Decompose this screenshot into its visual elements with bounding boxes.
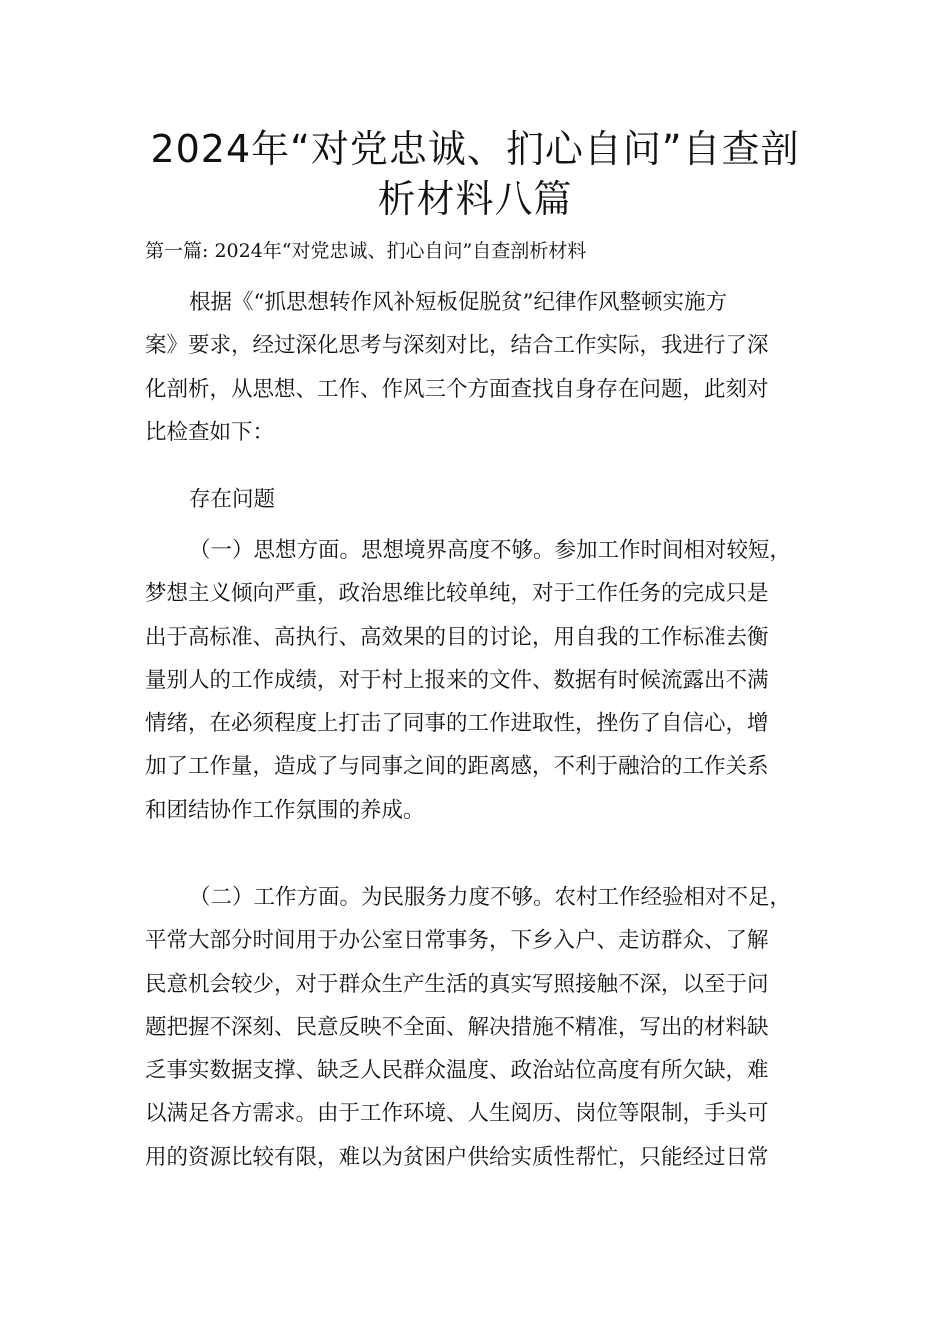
paragraph-line: （一）思想方面。思想境界高度不够。参加工作时间相对较短， — [189, 538, 792, 563]
paragraph-line: 梦想主义倾向严重，政治思维比较单纯，对于工作任务的完成只是 — [145, 581, 769, 607]
title-line: 2024年“对党忠诚、扪心自问”自查剖 — [150, 127, 800, 171]
paragraph-line: 案》要求，经过深化思考与深刻对比，结合工作实际，我进行了深 — [145, 333, 769, 359]
paragraph-line: 用的资源比较有限，难以为贫困户供给实质性帮忙，只能经过日常 — [145, 1144, 769, 1170]
paragraph-line: 平常大部分时间用于办公室日常事务，下乡入户、走访群众、了解 — [145, 928, 769, 954]
section-heading: 存在问题 — [189, 487, 276, 512]
paragraph-line: 以满足各方需求。由于工作环境、人生阅历、岗位等限制，手头可 — [145, 1101, 769, 1127]
paragraph-line: 根据《“抓思想转作风补短板促脱贫”纪律作风整顿实施方 — [189, 290, 727, 315]
chapter-heading: 第一篇: 2024年“对党忠诚、扪心自问”自查剖析材料 — [145, 240, 587, 262]
paragraph-line: 比检查如下： — [145, 419, 275, 445]
paragraph-line: 加了工作量，造成了与同事之间的距离感，不利于融洽的工作关系 — [145, 754, 769, 780]
paragraph-line: 出于高标准、高执行、高效果的目的讨论，用自我的工作标准去衡 — [145, 624, 769, 650]
title-line: 析材料八篇 — [377, 177, 573, 221]
paragraph-line: 和团结协作工作氛围的养成。 — [145, 797, 425, 823]
paragraph-line: （二）工作方面。为民服务力度不够。农村工作经验相对不足， — [189, 885, 792, 910]
work-paragraph — [145, 876, 835, 1179]
document-title — [120, 124, 830, 224]
paragraph-line: 量别人的工作成绩，对于村上报来的文件、数据有时候流露出不满 — [145, 667, 769, 693]
thought-paragraph — [145, 529, 835, 832]
intro-paragraph — [145, 281, 835, 454]
paragraph-line: 题把握不深刻、民意反映不全面、解决措施不精准，写出的材料缺 — [145, 1014, 769, 1040]
section-heading-block — [145, 478, 835, 521]
paragraph-line: 民意机会较少，对于群众生产生活的真实写照接触不深，以至于问 — [145, 971, 769, 997]
paragraph-line: 乏事实数据支撑、缺乏人民群众温度、政治站位高度有所欠缺，难 — [145, 1058, 769, 1084]
paragraph-line: 情绪，在必须程度上打击了同事的工作进取性，挫伤了自信心，增 — [145, 711, 769, 737]
paragraph-line: 化剖析，从思想、工作、作风三个方面查找自身存在问题，此刻对 — [145, 376, 769, 402]
